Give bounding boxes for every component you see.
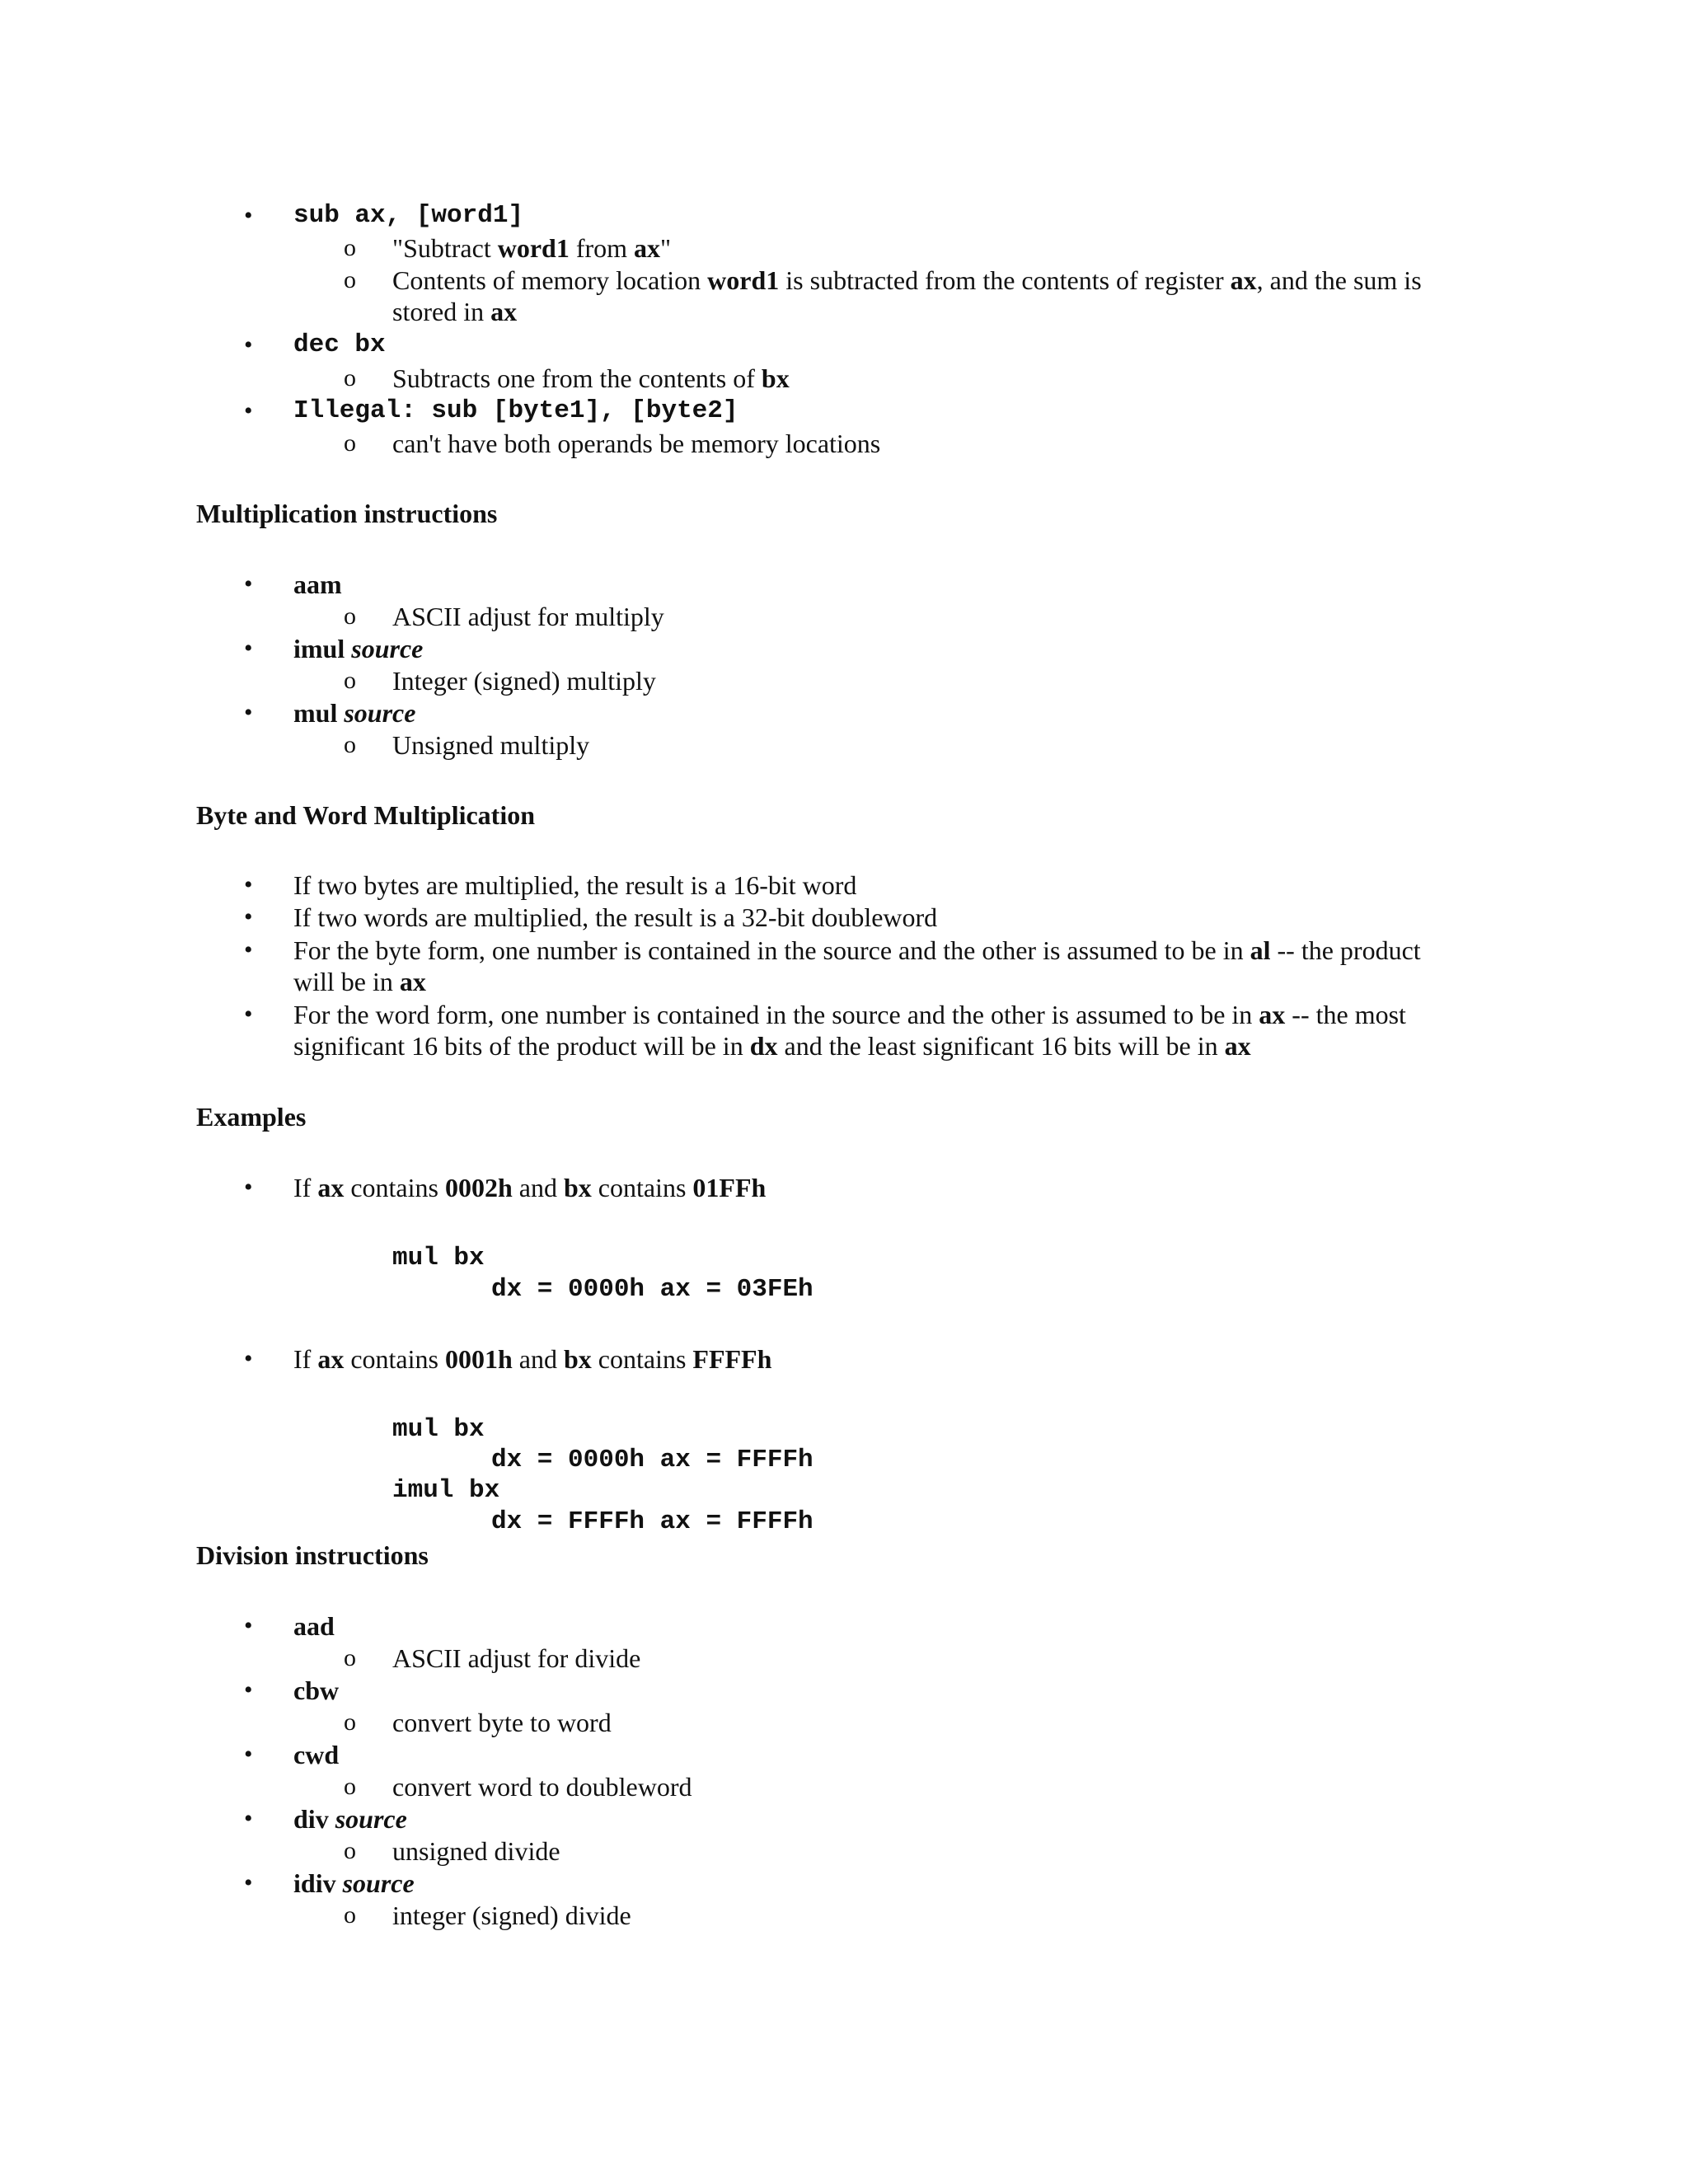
- instr-aad-desc: ASCII adjust for divide: [392, 1643, 641, 1673]
- circle-bullet-icon: o: [344, 266, 356, 293]
- example-1-code-line-1: mul bx: [392, 1244, 485, 1272]
- instr-mul-desc: Unsigned multiply: [392, 730, 590, 760]
- instr-cwd: cwd: [293, 1740, 340, 1769]
- bullet-icon: •: [244, 699, 253, 726]
- bwm-point-4-line1: For the word form, one number is contained in the source and the other is assumed to be in ax -- the most: [293, 1000, 1406, 1029]
- bwm-point-3-line2: will be in ax: [293, 967, 426, 996]
- instr-div: div source: [293, 1804, 407, 1834]
- bwm-point-3-line1: For the byte form, one number is contained in the source and the other is assumed to be in al -- the product: [293, 935, 1421, 965]
- bwm-point-4-line2: significant 16 bits of the product will be in dx and the least significant 16 bits will be in ax: [293, 1031, 1251, 1061]
- circle-bullet-icon: o: [344, 667, 356, 694]
- instr-imul-desc: Integer (signed) multiply: [392, 666, 656, 696]
- illegal-desc: can't have both operands be memory locations: [392, 429, 881, 458]
- bwm-point-2: If two words are multiplied, the result is a 32-bit doubleword: [293, 902, 938, 932]
- sub-desc-1: "Subtract word1 from ax": [392, 233, 672, 263]
- instr-idiv: idiv source: [293, 1868, 415, 1898]
- bullet-icon: •: [244, 903, 253, 930]
- circle-bullet-icon: o: [344, 429, 356, 457]
- circle-bullet-icon: o: [344, 1837, 356, 1864]
- code-sub-ax-word1: sub ax, [word1]: [293, 201, 524, 230]
- circle-bullet-icon: o: [344, 1644, 356, 1671]
- bullet-icon: •: [244, 1001, 253, 1028]
- bullet-icon: •: [244, 1805, 253, 1832]
- heading-examples: Examples: [196, 1102, 307, 1132]
- circle-bullet-icon: o: [344, 1708, 356, 1736]
- instr-idiv-desc: integer (signed) divide: [392, 1900, 631, 1930]
- bullet-icon: •: [244, 1612, 253, 1639]
- circle-bullet-icon: o: [344, 731, 356, 758]
- bullet-icon: •: [244, 202, 253, 229]
- example-1-code-line-2: dx = 0000h ax = 03FEh: [491, 1275, 814, 1304]
- dec-desc: Subtracts one from the contents of bx: [392, 363, 790, 393]
- example-2-code-line-2: dx = 0000h ax = FFFFh: [491, 1446, 814, 1474]
- sub-desc-2-line1: Contents of memory location word1 is subtracted from the contents of register ax, and the sum is: [392, 265, 1422, 295]
- instr-imul: imul source: [293, 634, 424, 663]
- example-2-intro: If ax contains 0001h and bx contains FFFFh: [293, 1344, 772, 1374]
- bullet-icon: •: [244, 1174, 253, 1201]
- example-2-code-line-4: dx = FFFFh ax = FFFFh: [491, 1507, 814, 1536]
- example-2-code-line-3: imul bx: [392, 1476, 500, 1505]
- bullet-icon: •: [244, 331, 253, 359]
- instr-cbw-desc: convert byte to word: [392, 1708, 612, 1737]
- circle-bullet-icon: o: [344, 234, 356, 261]
- heading-division: Division instructions: [196, 1540, 429, 1570]
- instr-cbw: cbw: [293, 1675, 340, 1705]
- bullet-icon: •: [244, 1676, 253, 1704]
- bullet-icon: •: [244, 570, 253, 598]
- heading-multiplication: Multiplication instructions: [196, 499, 498, 528]
- example-1-intro: If ax contains 0002h and bx contains 01FFh: [293, 1173, 767, 1202]
- instr-aam: aam: [293, 569, 342, 599]
- instr-mul: mul source: [293, 698, 416, 728]
- circle-bullet-icon: o: [344, 1901, 356, 1929]
- code-illegal-sub: Illegal: sub [byte1], [byte2]: [293, 396, 738, 425]
- bullet-icon: •: [244, 1345, 253, 1372]
- instr-aad: aad: [293, 1611, 335, 1641]
- bullet-icon: •: [244, 1741, 253, 1768]
- instr-cwd-desc: convert word to doubleword: [392, 1772, 692, 1802]
- sub-desc-2-line2: stored in ax: [392, 297, 518, 326]
- circle-bullet-icon: o: [344, 602, 356, 630]
- instr-aam-desc: ASCII adjust for multiply: [392, 602, 664, 631]
- code-dec-bx: dec bx: [293, 330, 386, 359]
- bullet-icon: •: [244, 397, 253, 424]
- bullet-icon: •: [244, 871, 253, 898]
- bullet-icon: •: [244, 635, 253, 662]
- bwm-point-1: If two bytes are multiplied, the result is a 16-bit word: [293, 870, 857, 900]
- example-2-code-line-1: mul bx: [392, 1415, 485, 1444]
- heading-byte-word-mult: Byte and Word Multiplication: [196, 800, 536, 830]
- circle-bullet-icon: o: [344, 364, 356, 391]
- bullet-icon: •: [244, 1869, 253, 1896]
- bullet-icon: •: [244, 936, 253, 963]
- instr-div-desc: unsigned divide: [392, 1836, 560, 1866]
- circle-bullet-icon: o: [344, 1773, 356, 1800]
